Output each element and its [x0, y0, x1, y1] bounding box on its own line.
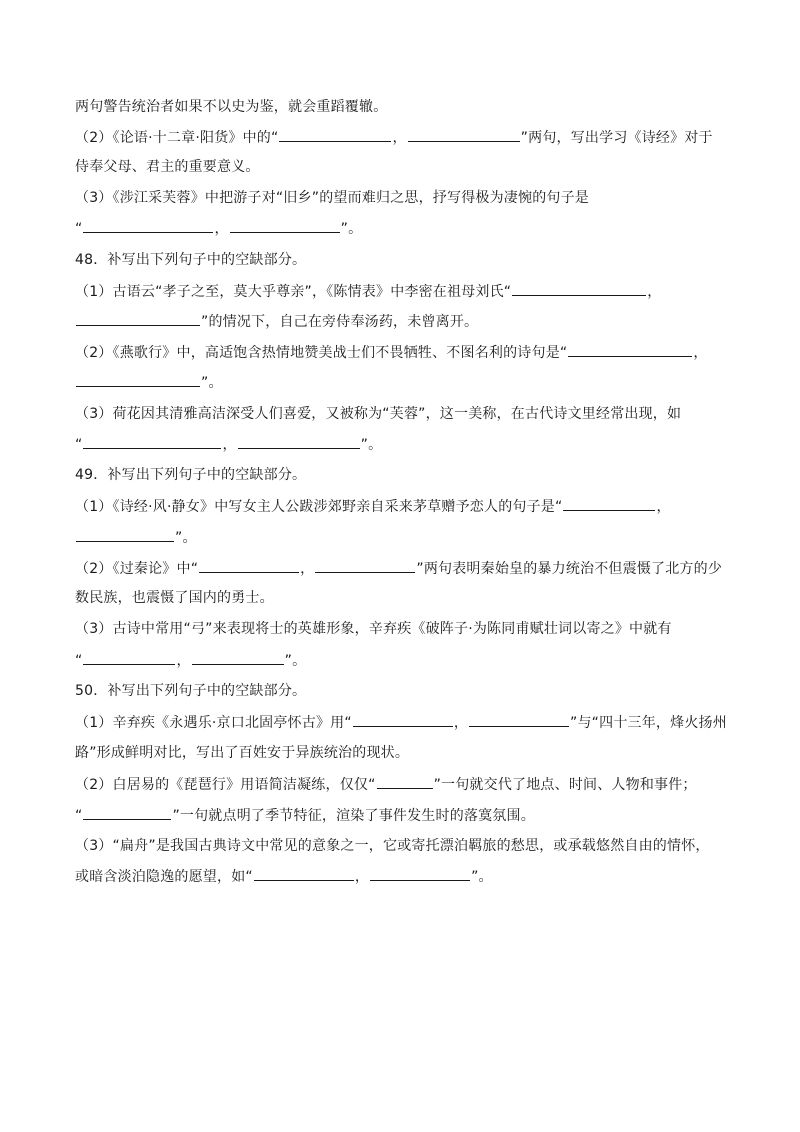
answer-blank[interactable]: [192, 650, 284, 665]
text-line: [75, 157, 735, 177]
text-segment: ，: [300, 561, 315, 577]
answer-blank[interactable]: [76, 527, 174, 542]
answer-blank[interactable]: [76, 372, 200, 387]
text-segment: ”。: [175, 530, 197, 546]
text-segment: “: [75, 653, 83, 669]
answer-blank[interactable]: [353, 712, 453, 727]
text-segment: 49．补写出下列句子中的空缺部分。: [75, 467, 307, 483]
answer-blank[interactable]: [377, 774, 433, 789]
text-segment: （1）辛弃疾《永遇乐·京口北固亭怀古》用“: [75, 715, 352, 731]
text-segment: ，: [453, 715, 469, 731]
text-segment: ，: [392, 130, 407, 146]
question-48-2: [75, 342, 735, 363]
text-segment: ”。: [340, 221, 363, 237]
answer-blank[interactable]: [199, 558, 299, 573]
text-segment: （3）《涉江采芙蓉》中把游子对“旧乡”的望而难归之思，抒写得极为凄惋的句子是: [75, 190, 590, 206]
answer-blank[interactable]: [370, 866, 470, 881]
text-segment: 或暗含淡泊隐逸的愿望，如“: [75, 869, 253, 885]
question-49-3: [75, 619, 735, 639]
text-segment: ”一句就点明了季节特征，渲染了事件发生时的落寞氛围。: [172, 808, 535, 824]
answer-blank[interactable]: [83, 650, 175, 665]
text-segment: ，: [647, 284, 662, 300]
text-line: [75, 743, 735, 763]
answer-blanks-line: [75, 434, 735, 455]
answer-blanks-line: [75, 218, 735, 239]
answer-blank[interactable]: [230, 218, 340, 233]
text-segment: “: [75, 221, 83, 237]
text-segment: 两句警告统治者如果不以史为鉴，就会重蹈覆辙。: [75, 99, 388, 115]
answer-blank[interactable]: [76, 311, 200, 326]
question-47-3: [75, 188, 735, 208]
answer-blank[interactable]: [83, 805, 171, 820]
answer-blanks-line: [75, 805, 735, 826]
question-49-2: [75, 558, 735, 579]
answer-blank[interactable]: [512, 281, 646, 296]
question-48-heading: [75, 250, 735, 270]
answer-blanks-line: [75, 527, 735, 548]
answer-blank[interactable]: [563, 496, 655, 511]
text-segment: （1）《诗经·风·静女》中写女主人公跋涉郊野亲自采来茅草赠予恋人的句子是“: [75, 499, 563, 515]
text-segment: ，: [214, 221, 229, 237]
text-line: [75, 97, 735, 117]
text-segment: （2）《论语·十二章·阳货》中的“: [75, 130, 279, 146]
question-50-heading: [75, 681, 735, 701]
text-segment: ，: [354, 869, 370, 885]
text-segment: ”两句表明秦始皇的暴力统治不但震慑了北方的少: [416, 561, 723, 577]
answer-blank[interactable]: [469, 712, 569, 727]
text-segment: “: [75, 808, 83, 824]
text-segment: （1）古语云“孝子之至，莫大乎尊亲”，《陈情表》中李密在祖母刘氏“: [75, 284, 512, 300]
text-segment: 50．补写出下列句子中的空缺部分。: [75, 683, 307, 699]
text-segment: （2）《过秦论》中“: [75, 561, 199, 577]
text-segment: “: [75, 437, 83, 453]
text-segment: ”两句，写出学习《诗经》对于: [520, 130, 713, 146]
question-49-heading: [75, 465, 735, 485]
text-segment: ”。: [284, 653, 307, 669]
answer-blank[interactable]: [408, 127, 520, 142]
text-segment: ”。: [201, 375, 223, 391]
text-segment: ，: [656, 499, 671, 515]
answer-blank[interactable]: [83, 434, 221, 449]
text-segment: ”。: [360, 437, 383, 453]
answer-blank[interactable]: [238, 434, 360, 449]
text-segment: （3）“扁舟”是我国古典诗文中常见的意象之一，它或寄托漂泊羁旅的愁思，或承载悠然自由的情怀，: [75, 838, 710, 854]
question-50-1: [75, 712, 735, 733]
question-50-3: [75, 836, 735, 856]
answer-blank[interactable]: [568, 342, 692, 357]
answer-blank[interactable]: [83, 218, 213, 233]
text-line: [75, 311, 735, 332]
text-segment: ，: [176, 653, 191, 669]
answer-blanks-line: [75, 866, 735, 887]
answer-blanks-line: [75, 372, 735, 393]
text-segment: 48．补写出下列句子中的空缺部分。: [75, 252, 307, 268]
question-49-1: [75, 496, 735, 517]
question-50-2: [75, 774, 735, 795]
text-segment: 数民族，也震慑了国内的勇士。: [75, 590, 274, 606]
answer-blanks-line: [75, 650, 735, 671]
text-segment: （2）《燕歌行》中，高适饱含热情地赞美战士们不畏牺牲、不图名利的诗句是“: [75, 345, 568, 361]
question-48-3: [75, 404, 735, 424]
text-segment: （2）白居易的《琵琶行》用语简洁凝练，仅仅“: [75, 777, 376, 793]
text-segment: ”与“四十三年，烽火扬州: [570, 715, 727, 731]
text-segment: 路”形成鲜明对比，写出了百姓安于异族统治的现状。: [75, 745, 410, 761]
question-47-2: [75, 127, 735, 148]
text-segment: （3）荷花因其清雅高洁深受人们喜爱，又被称为“芙蓉”，这一美称，在古代诗文里经常出现，如: [75, 406, 682, 422]
text-segment: ，: [693, 345, 708, 361]
answer-blank[interactable]: [315, 558, 415, 573]
text-segment: 侍奉父母、君主的重要意义。: [75, 159, 260, 175]
text-segment: ”的情况下，自己在旁侍奉汤药，未曾离开。: [201, 314, 479, 330]
text-line: [75, 588, 735, 608]
text-segment: ，: [222, 437, 237, 453]
question-48-1: [75, 281, 735, 302]
text-segment: （3）古诗中常用“弓”来表现将士的英雄形象，辛弃疾《破阵子·为陈同甫赋壮词以寄之》中就有: [75, 621, 672, 637]
answer-blank[interactable]: [279, 127, 391, 142]
text-segment: ”一句就交代了地点、时间、人物和事件；: [433, 777, 697, 793]
answer-blank[interactable]: [254, 866, 354, 881]
text-segment: ”。: [471, 869, 493, 885]
